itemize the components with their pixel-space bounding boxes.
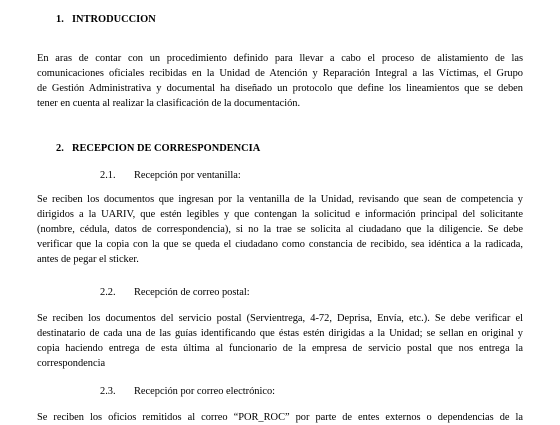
paragraph-line: destinatario de cada una de las guías identificando que éstas estén dirigidas a la Unidad; se sellan en original y bbox=[37, 328, 523, 339]
paragraph-spacer bbox=[37, 299, 523, 311]
subsection-heading-ventanilla bbox=[100, 168, 241, 183]
subsection-title: Recepción de correo postal: bbox=[134, 287, 250, 298]
paragraph-line: copia haciendo entrega de esta última al funcionario de la empresa de servicio postal que nos entrega la bbox=[37, 343, 523, 354]
subsection-heading-correo-electronico bbox=[100, 384, 275, 399]
paragraph-line: verificar que la copia con la que se queda el ciudadano como constancia de recibido, sea idéntica a la radicada, bbox=[37, 239, 523, 250]
paragraph-line: tener en cuenta al realizar la clasificación de la documentación. bbox=[37, 98, 301, 109]
subsection-number: 2.1. bbox=[100, 170, 116, 181]
section-title: RECEPCION DE CORRESPONDENCIA bbox=[72, 143, 261, 154]
paragraph-line: comunicaciones oficiales recibidas en la Unidad de Atención y Reparación Integral a las Víctimas, el Grupo bbox=[37, 68, 523, 79]
subsection-number: 2.2. bbox=[100, 287, 116, 298]
section-title: INTRODUCCION bbox=[72, 14, 156, 25]
paragraph-line: Se reciben los oficios remitidos al correo “POR_ROC” por parte de entes externos o dependencias de la bbox=[37, 412, 523, 423]
paragraph-line: dirigidos a la UARIV, que estén legibles y que contengan la solicitud e información principal del solicitante bbox=[37, 209, 523, 220]
subsection-title: Recepción por ventanilla: bbox=[134, 170, 241, 181]
section-number: 2. bbox=[56, 143, 64, 154]
ventanilla-paragraph bbox=[37, 192, 523, 267]
correo-electronico-paragraph bbox=[37, 410, 523, 425]
paragraph-line: correspondencia bbox=[37, 358, 106, 369]
paragraph-line: En aras de contar con un procedimiento definido para llevar a cabo el proceso de alistamiento de las bbox=[37, 53, 523, 64]
paragraph-line: Se reciben los documentos del servicio postal (Servientrega, 4-72, Deprisa, Envía, etc.). Se debe verificar el bbox=[37, 313, 523, 324]
section-number: 1. bbox=[56, 14, 64, 25]
paragraph-line: Se reciben los documentos que ingresan por la ventanilla de la Unidad, revisando que sean de competencia y bbox=[37, 194, 523, 205]
paragraph-line: (nombre, cédula, datos de correspondencia), si no la trae se solicita al ciudadano que la diligencie. Se debe bbox=[37, 224, 523, 235]
subsection-heading-correo-postal bbox=[100, 285, 250, 300]
introduccion-paragraph bbox=[37, 51, 523, 111]
subsection-number: 2.3. bbox=[100, 386, 116, 397]
paragraph-line: de Gestión Administrativa y documental ha diseñado un protocolo que define los lineamientos que se deben bbox=[37, 83, 523, 94]
paragraph-line: antes de pegar el sticker. bbox=[37, 254, 139, 265]
section-heading-introduccion bbox=[56, 12, 156, 27]
section-heading-recepcion bbox=[56, 141, 260, 156]
subsection-title: Recepción por correo electrónico: bbox=[134, 386, 276, 397]
correo-postal-paragraph bbox=[37, 299, 523, 371]
